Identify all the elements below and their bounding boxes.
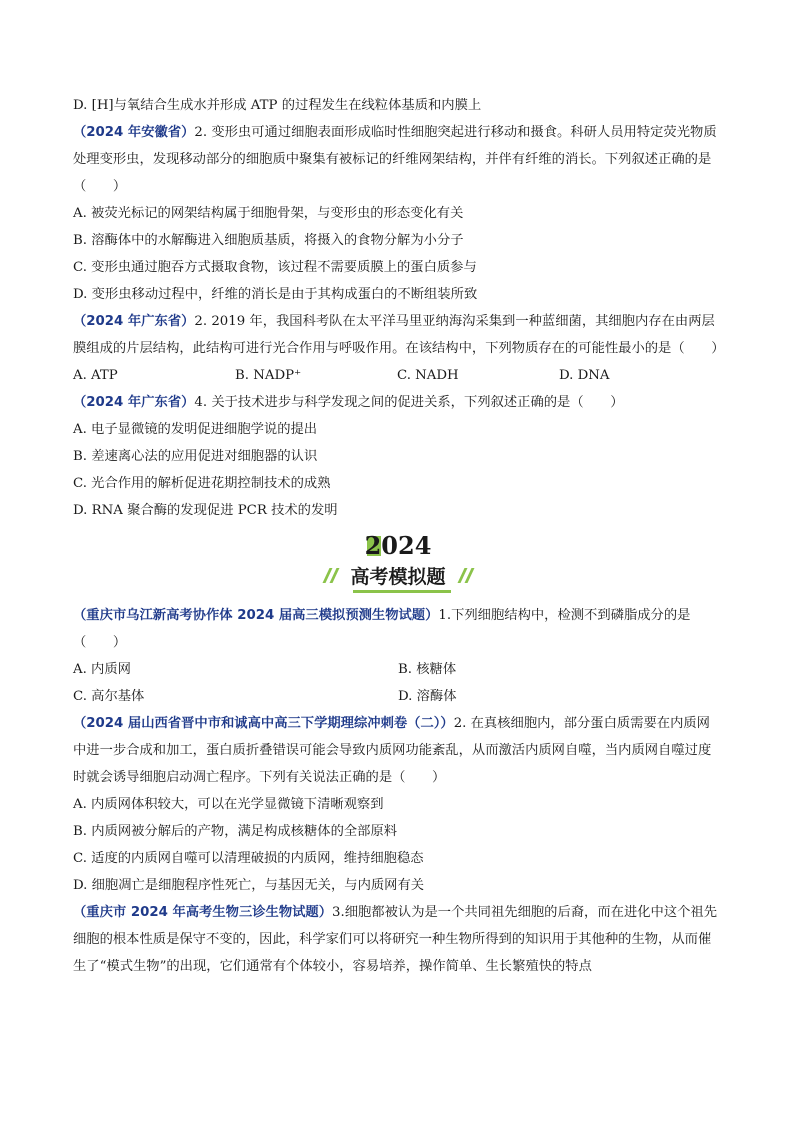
question-guangdong-1 [73,308,723,362]
banner-title: 高考模拟题 [350,566,446,588]
option-b: B. NADP⁺ [235,368,302,383]
question-shanxi [73,710,723,791]
option-b: B. 溶酶体中的水解酶进入细胞质基质，将摄入的食物分解为小分子 [73,233,464,248]
option-a: A. 被荧光标记的网架结构属于细胞骨架，与变形虫的形态变化有关 [73,206,464,221]
option-b: B. 差速离心法的应用促进对细胞器的认识 [73,449,318,464]
options-row [73,683,723,710]
option-c: C. 高尔基体 [73,689,145,704]
title-underline [353,590,451,593]
option-d: D. 细胞凋亡是细胞程序性死亡，与基因无关，与内质网有关 [73,878,425,893]
question-guangdong-2 [73,389,723,416]
question-source: （重庆市乌江新高考协作体 2024 届高三模拟预测生物试题） [73,608,439,623]
question-stem: 1.下列细胞结构中，检测不到磷脂成分的是（ ） [73,608,691,650]
option-d: D. 溶酶体 [398,689,457,704]
option-b: B. 核糖体 [398,662,457,677]
option-b: B. 内质网被分解后的产物，满足构成核糖体的全部原料 [73,824,398,839]
option-d: D. RNA 聚合酶的发现促进 PCR 技术的发明 [73,503,338,518]
question-anhui [73,119,723,200]
option-a: A. 内质网体积较大，可以在光学显微镜下清晰观察到 [73,797,384,812]
question-stem: 2. 变形虫可通过细胞表面形成临时性细胞突起进行移动和摄食。科研人员用特定荧光物质处理变形虫，发现移动部分的细胞质中聚集有被标记的纤维网架结构，并伴有纤维的消长。下列叙述正确的是（ ） [73,125,717,194]
question-source: （2024 年广东省） [73,314,195,329]
option-a: A. 电子显微镜的发明促进细胞学说的提出 [73,422,318,437]
option-d: D. 变形虫移动过程中，纤维的消长是由于其构成蛋白的不断组装所致 [73,287,478,302]
question-chongqing-2 [73,899,723,980]
option-d-previous: D. [H]与氧结合生成水并形成 ATP 的过程发生在线粒体基质和内膜上 [73,98,482,113]
option-a: A. ATP [73,368,118,383]
question-chongqing-1 [73,602,723,656]
option-c: C. 变形虫通过胞吞方式摄取食物，该过程不需要质膜上的蛋白质参与 [73,260,477,275]
options-row [73,656,723,683]
options-row [73,362,723,389]
question-stem: 4. 关于技术进步与科学发现之间的促进关系，下列叙述正确的是（ ） [194,395,624,410]
question-stem: 2. 2019 年，我国科考队在太平洋马里亚纳海沟采集到一种蓝细菌，其细胞内存在由两层膜组成的片层结构，此结构可进行光合作用与呼吸作用。在该结构中，下列物质存在的可能性最小的是（ ） [73,314,725,356]
question-source: （2024 年安徽省） [73,125,195,140]
option-c: C. 适度的内质网自噬可以清理破损的内质网，维持细胞稳态 [73,851,424,866]
slash-decoration-icon [459,568,475,584]
option-c: C. NADH [397,368,459,383]
question-stem: 2. 在真核细胞内，部分蛋白质需要在内质网中进一步合成和加工，蛋白质折叠错误可能会导致内质网功能紊乱，从而激活内质网自噬，当内质网自噬过度时就会诱导细胞启动凋亡程序。下列有关说法正确的是（ ） [73,716,712,785]
question-source: （2024 年广东省） [73,395,195,410]
section-banner [73,526,723,598]
question-stem: 3.细胞都被认为是一个共同祖先细胞的后裔，而在进化中这个祖先细胞的根本性质是保守不变的，因此，科学家们可以将研究一种生物所得到的知识用于其他种的生物，从而催生了“模式生物”的出现，它们通常有个体较小，容易培养，操作简单、生长繁殖快的特点 [73,905,718,974]
option-c: C. 光合作用的解析促进花期控制技术的成熟 [73,476,331,491]
document-content [73,92,723,980]
question-source: （2024 届山西省晋中市和诚高中高三下学期理综冲刺卷（二）） [73,716,454,731]
option-a: A. 内质网 [73,662,131,677]
question-source: （重庆市 2024 年高考生物三诊生物试题） [73,905,333,920]
banner-year: 2024 [364,531,432,560]
option-d: D. DNA [559,368,610,383]
